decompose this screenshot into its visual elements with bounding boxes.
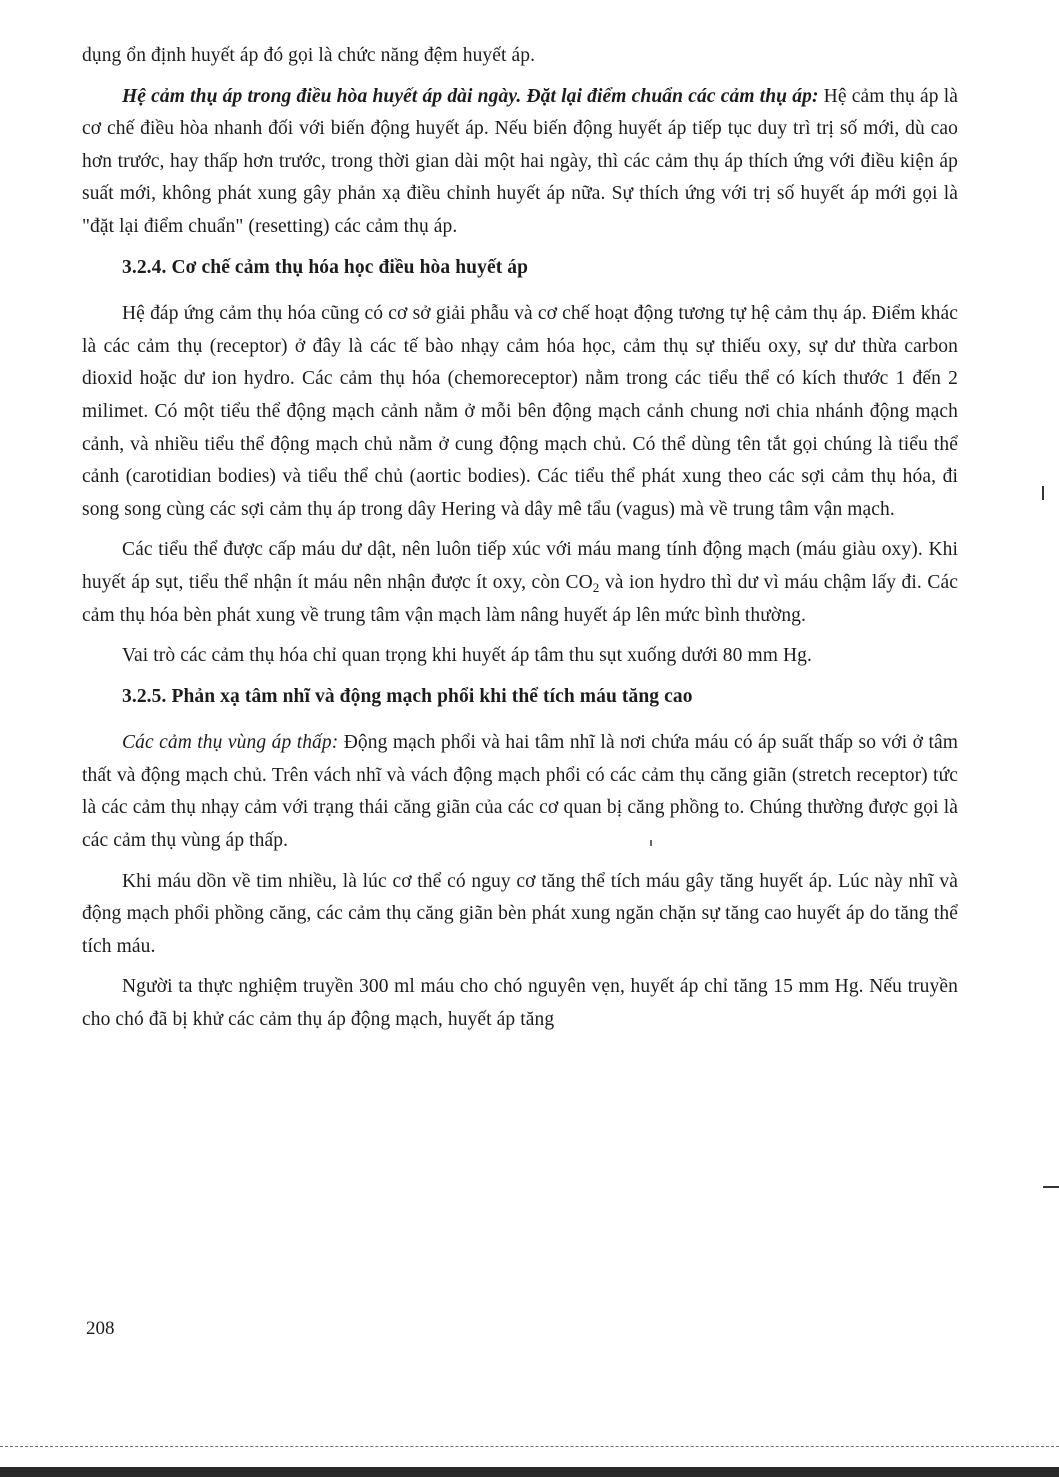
- paragraph-resetting: [82, 81, 958, 244]
- paragraph-low-pressure-1-title: Các cảm thụ vùng áp thấp:: [122, 732, 339, 754]
- paragraph-low-pressure-2: Khi máu dồn về tim nhiều, là lúc cơ thể có nguy cơ tăng thể tích máu gây tăng huyết áp. Lúc này nhĩ và động mạch phổi phồng căng, các cảm thụ căng giãn bèn phát xung ngăn chặn sự tăng cao huyết áp do tăng thể tích máu.: [82, 870, 958, 957]
- paragraph-low-pressure-3: Người ta thực nghiệm truyền 300 ml máu cho chó nguyên vẹn, huyết áp chỉ tăng 15 mm Hg. Nếu truyền cho chó đã bị khử các cảm thụ áp động mạch, huyết áp tăng: [82, 976, 958, 1031]
- paragraph-chemoreceptor-1: Hệ đáp ứng cảm thụ hóa cũng có cơ sở giải phẫu và cơ chế hoạt động tương tự hệ cảm thụ áp. Điểm khác là các cảm thụ (receptor) ở đây là các tế bào nhạy cảm hóa học, cảm thụ sự thiếu oxy, sự dư thừa carbon dioxid hoặc dư ion hydro. Các cảm thụ hóa (chemoreceptor) nằm trong các tiểu thể có kích thước 1 đến 2 milimet. Có một tiểu thể động mạch cảnh nằm ở mỗi bên động mạch cảnh chung nơi chia nhánh động mạch cảnh, và nhiều tiểu thể động mạch chủ nằm ở cung động mạch chủ. Có thể dùng tên tắt gọi chúng là tiểu thể cảnh (carotidian bodies) và tiểu thể chủ (aortic bodies). Các tiểu thể phát xung theo các sợi cảm thụ hóa, đi song song cùng các sợi cảm thụ áp trong dây Hering và dây mê tẩu (vagus) mà về trung tâm vận mạch.: [82, 303, 958, 520]
- section-heading-3-2-4: 3.2.4. Cơ chế cảm thụ hóa học điều hòa huyết áp: [122, 256, 529, 278]
- section-heading-3-2-5: 3.2.5. Phản xạ tâm nhĩ và động mạch phổi khi thể tích máu tăng cao: [122, 685, 693, 707]
- paragraph-low-pressure-1-body: Động mạch phổi và hai tâm nhĩ là nơi chứa máu có áp suất thấp so với ở tâm thất và động mạch chủ. Trên vách nhĩ và vách động mạch phổi có các cảm thụ căng giãn (stretch receptor) tức là các cảm thụ nhạy cảm với trạng thái căng giãn của các cơ quan bị căng phồng to. Chúng thường được gọi là các cảm thụ vùng áp thấp.: [82, 732, 958, 852]
- intro-line: dụng ổn định huyết áp đó gọi là chức năng đệm huyết áp.: [82, 45, 536, 66]
- paragraph-chemoreceptor-2-part-a: Các tiểu thể được cấp máu dư dật, nên luôn tiếp xúc với máu mang tính động mạch (máu giàu oxy). Khi huyết áp sụt, tiểu thể nhận ít máu nên nhận được ít oxy, còn CO: [82, 539, 958, 593]
- scan-bottom-edge: [0, 1467, 1059, 1477]
- paragraph-resetting-body: Hệ cảm thụ áp là cơ chế điều hòa nhanh đối với biến động huyết áp. Nếu biến động huyết áp tiếp tục duy trì trị số mới, dù cao hơn trước, hay thấp hơn trước, trong thời gian dài một hai ngày, thì các cảm thụ áp thích ứng với điều kiện áp suất mới, không phát xung gây phản xạ điều chỉnh huyết áp nữa. Sự thích ứng với trị số huyết áp mới gọi là "đặt lại điểm chuẩn" (resetting) các cảm thụ áp.: [82, 85, 958, 237]
- paragraph-low-pressure-1: [82, 727, 958, 857]
- scan-mark-right-tick: [1042, 486, 1044, 500]
- footer-dashed-rule: [0, 1446, 1059, 1447]
- paragraph-chemoreceptor-2: [82, 534, 958, 632]
- scan-mark-mid-dot: [650, 840, 652, 846]
- paragraph-chemoreceptor-3: Vai trò các cảm thụ hóa chỉ quan trọng khi huyết áp tâm thu sụt xuống dưới 80 mm Hg.: [122, 645, 812, 667]
- paragraph-chemoreceptor-2-part-b: và ion hydro thì dư vì máu chậm lấy đi. Các cảm thụ hóa bèn phát xung về trung tâm vận mạch làm nâng huyết áp lên mức bình thường.: [82, 571, 958, 626]
- body-text: [82, 40, 958, 1045]
- paragraph-resetting-title: Hệ cảm thụ áp trong điều hòa huyết áp dài ngày. Đặt lại điểm chuẩn các cảm thụ áp:: [122, 85, 819, 107]
- page-number: 208: [86, 1318, 115, 1339]
- co2-subscript: 2: [592, 579, 600, 595]
- scan-mark-right-dash: [1043, 1186, 1059, 1188]
